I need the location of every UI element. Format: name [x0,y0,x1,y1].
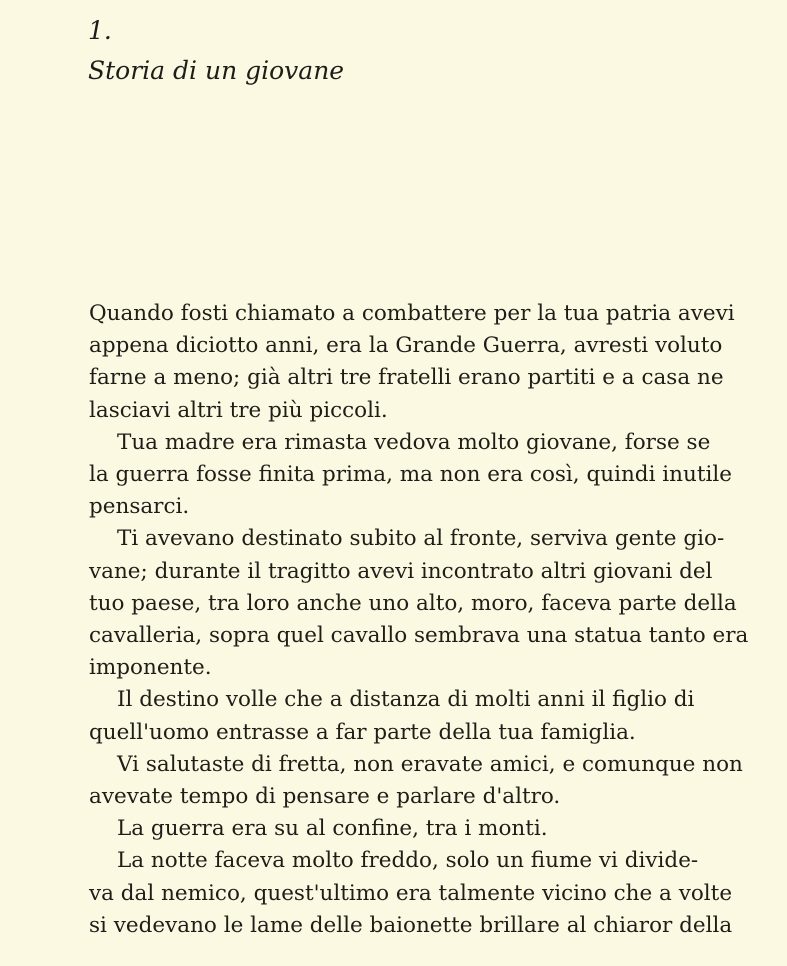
text-line: Il destino volle che a distanza di molti anni il figlio di [117,687,695,713]
text-line: cavalleria, sopra quel cavallo sembrava una statua tanto era [89,623,749,649]
text-line: si vedevano le lame delle baionette brillare al chiaror della [89,912,733,938]
text-line: lasciavi altri tre più piccoli. [89,397,388,423]
text-line: va dal nemico, quest'ultimo era talmente vicino che a volte [89,880,733,906]
text-line: appena diciotto anni, era la Grande Guerra, avresti voluto [89,333,723,359]
text-line: farne a meno; già altri tre fratelli erano partiti e a casa ne [89,365,724,391]
text-line: avevate tempo di pensare e parlare d'altro. [89,784,561,810]
chapter-number: 1. [88,16,112,45]
text-line: vane; durante il tragitto avevi incontrato altri giovani del [89,558,713,584]
text-line: La notte faceva molto freddo, solo un fiume vi divide- [117,848,699,874]
body-text [89,298,749,942]
chapter-title: Storia di un giovane [88,56,345,85]
text-line: tuo paese, tra loro anche uno alto, moro, faceva parte della [89,590,737,616]
text-line: Tua madre era rimasta vedova molto giovane, forse se [117,429,711,455]
text-line: la guerra fosse finita prima, ma non era così, quindi inutile [89,462,732,488]
text-line: Quando fosti chiamato a combattere per la tua patria avevi [89,301,735,326]
text-line: imponente. [89,655,212,681]
text-line: pensarci. [89,494,190,520]
text-line: Vi salutaste di fretta, non eravate amici, e comunque non [117,751,743,777]
text-line: La guerra era su al confine, tra i monti. [117,816,548,842]
text-line: quell'uomo entrasse a far parte della tua famiglia. [89,719,636,745]
text-line: Ti avevano destinato subito al fronte, serviva gente gio- [117,526,725,552]
